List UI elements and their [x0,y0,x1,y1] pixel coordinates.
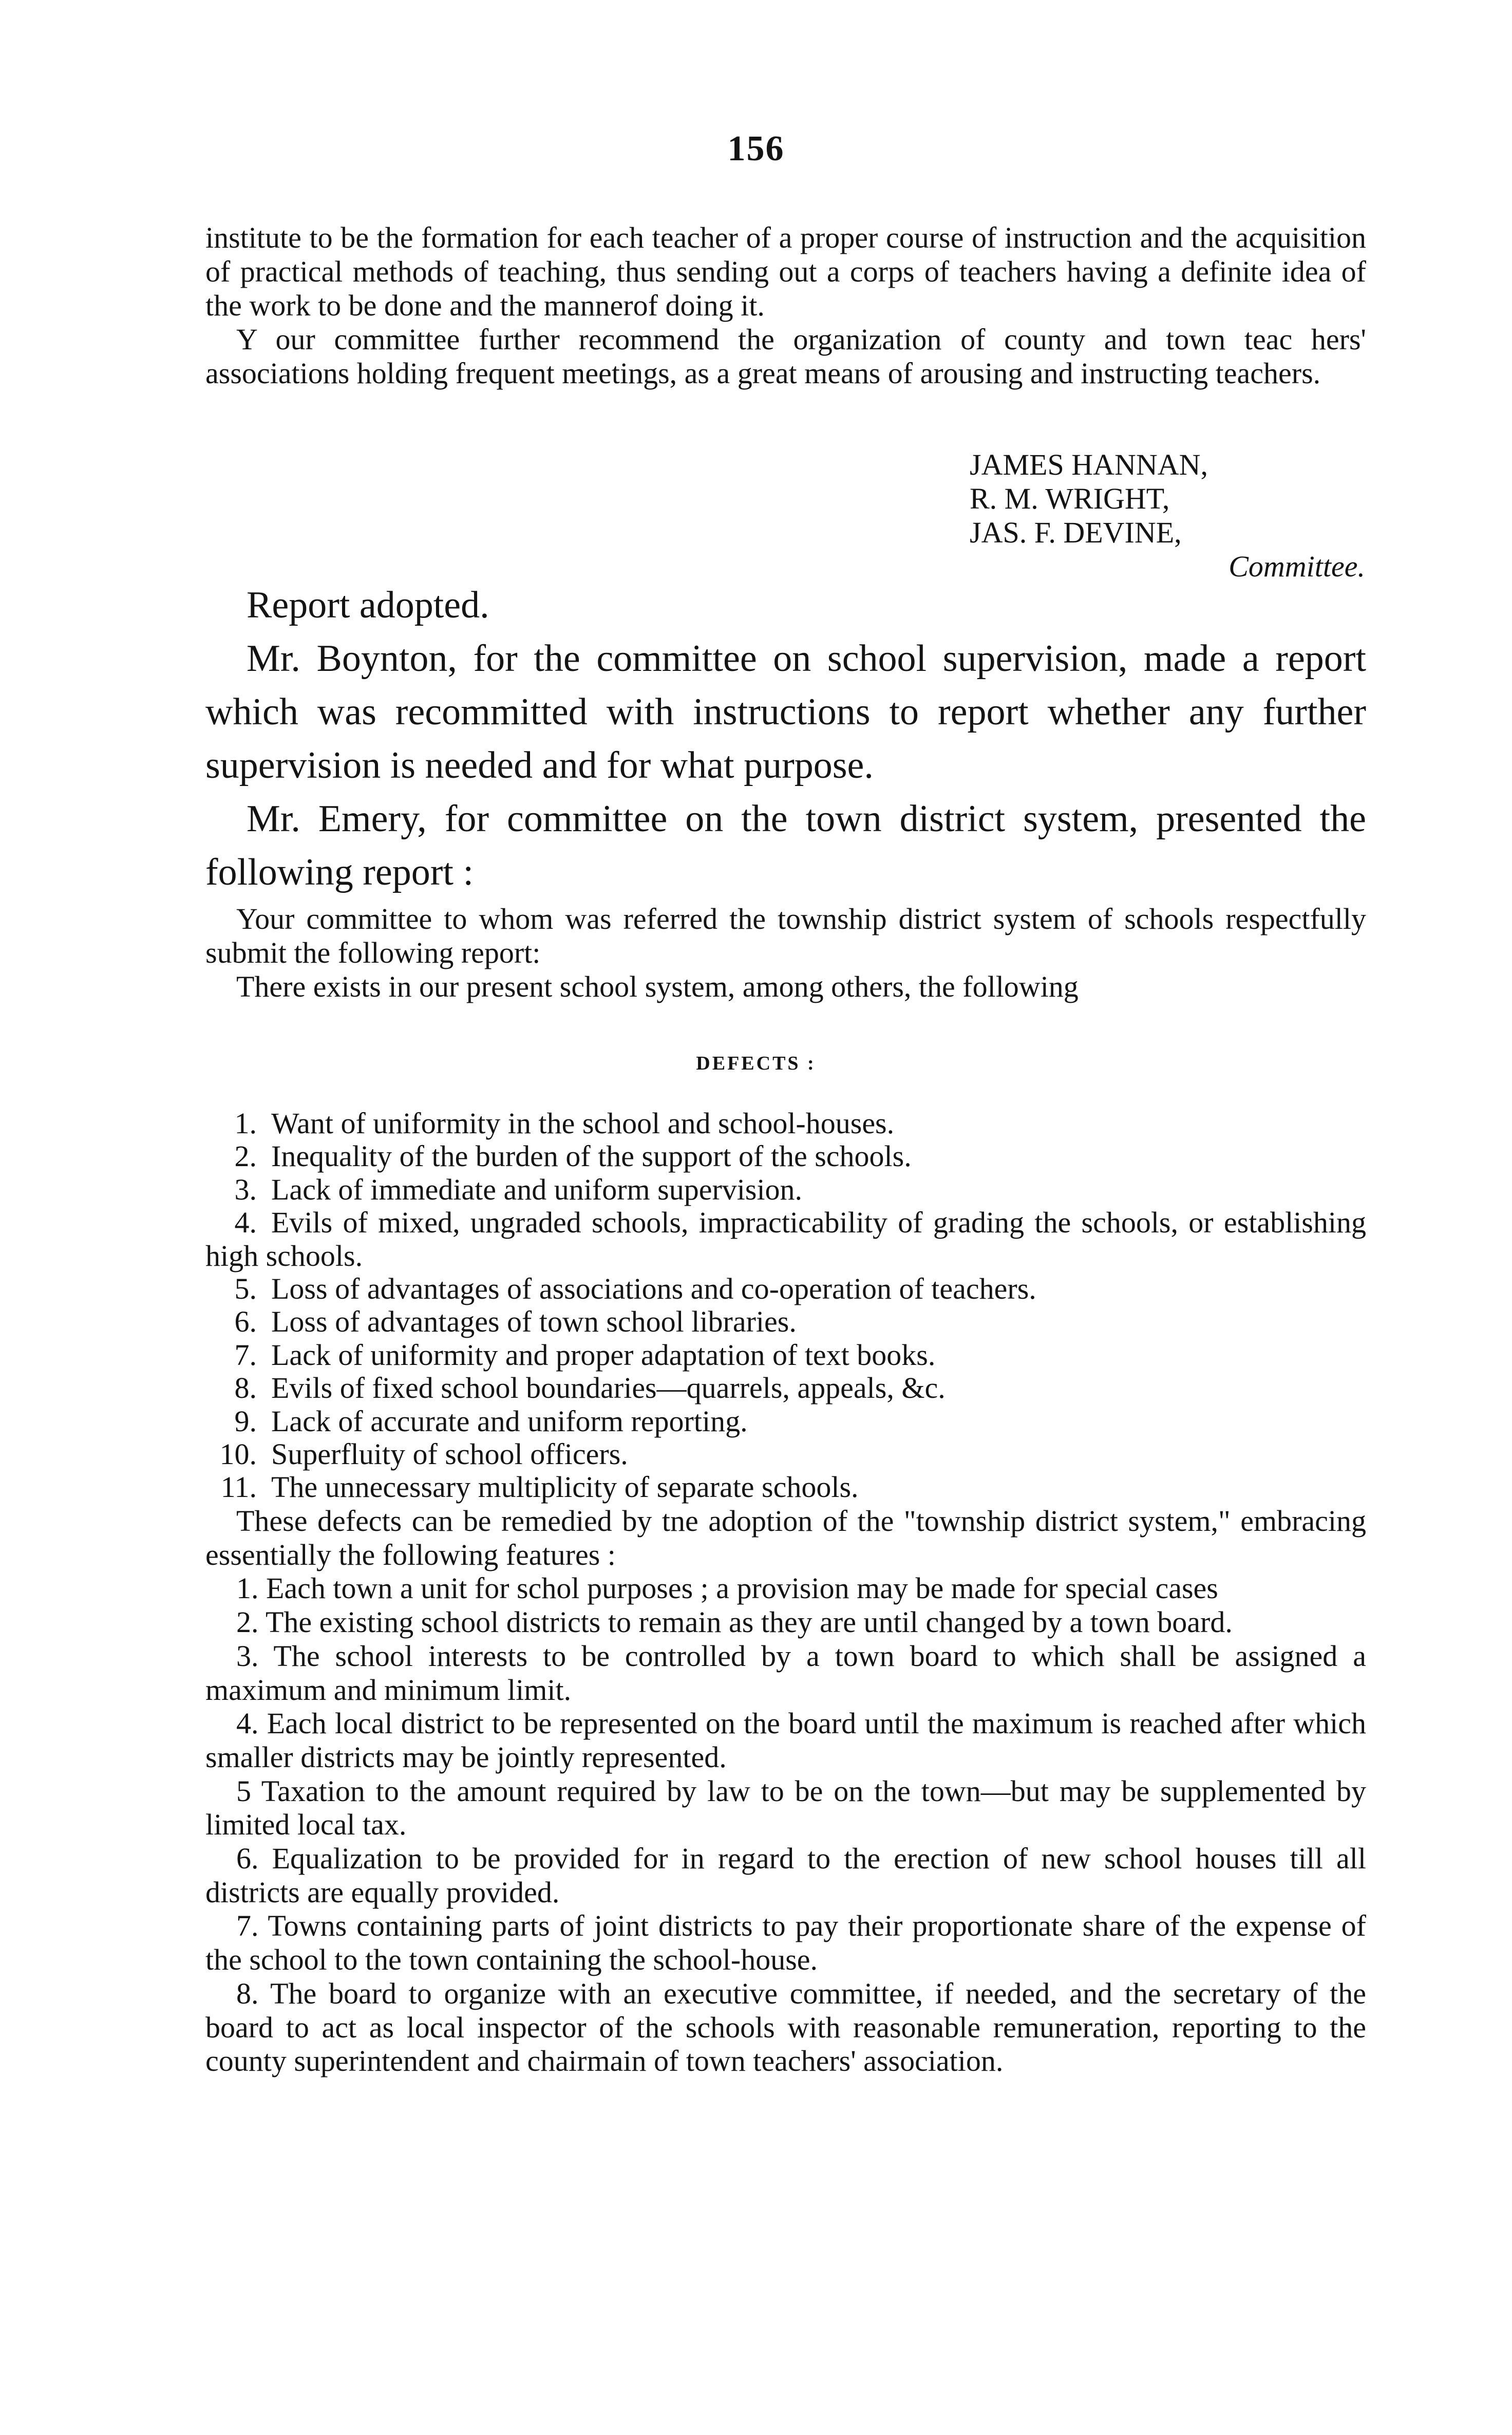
feature-item: 1. Each town a unit for schol purposes ; a provision may be made for special cases [236,1571,1218,1605]
defect-item [205,1206,1366,1272]
feature-item: 4. Each local district to be represented on the board until the maximum is reached after which smaller districts may be jointly represented. [205,1707,1366,1774]
feature-item: 8. The board to organize with an executive committee, if needed, and the secretary of the board to act as local inspector of the schools with reasonable remuneration, reporting to the county superintendent and chairmain of town teachers' association. [205,1976,1366,2078]
defect-item [205,1107,1366,1140]
defect-text: Evils of mixed, ungraded schools, impracticability of grading the schools, or establishing high schools. [205,1206,1366,1272]
page-number: 156 [727,129,785,168]
defect-text: Inequality of the burden of the support of the schools. [271,1139,912,1173]
intro-paragraph: There exists in our present school system, among others, the following [236,970,1079,1003]
defect-number: 1. [234,1107,257,1140]
defects-heading: DEFECTS : [696,1053,816,1074]
defect-text: Loss of advantages of associations and co-operation of teachers. [271,1272,1036,1306]
remedy-intro: These defects can be remedied by tne adoption of the "township district system," embracing essentially the following features : [205,1504,1366,1571]
defect-number: 3. [234,1172,257,1206]
defect-text: Lack of immediate and uniform supervision. [271,1172,803,1206]
defect-number: 11. [220,1470,257,1504]
defect-item [205,1438,1366,1471]
signer-name: JAS. F. DEVINE, [970,516,1182,549]
report-paragraph: institute to be the formation for each teacher of a proper course of instruction and the acquisition of practical methods of teaching, thus sending out a corps of teachers having a definite idea of the work to be done and the mannerof doing it. [205,221,1366,322]
defects-list [205,1107,1366,1504]
defect-number: 9. [234,1404,257,1438]
committee-report-text [205,221,1366,390]
defect-number: 4. [234,1206,257,1240]
signer-name: R. M. WRIGHT, [970,482,1170,515]
defect-text: Lack of uniformity and proper adaptation of text books. [271,1338,936,1372]
defect-item [205,1305,1366,1338]
defect-text: Superfluity of school officers. [271,1437,628,1471]
defect-number: 2. [234,1139,257,1173]
defect-number: 5. [234,1272,257,1306]
defect-item [205,1405,1366,1438]
feature-item: 7. Towns containing parts of joint districts to pay their proportionate share of the expense of the school to the town containing the school-house. [205,1909,1366,1977]
township-report-intro [205,902,1366,1004]
feature-item: 2. The existing school districts to remain as they are until changed by a town board. [236,1605,1233,1639]
defect-item [205,1471,1366,1504]
signers-role: Committee. [1228,550,1365,583]
proceedings-text [205,578,1366,899]
proceedings-paragraph: Mr. Boynton, for the committee on school supervision, made a report which was recommitted with instructions to report whether any further supervision is needed and for what purpose. [205,638,1366,786]
signer-name: JAMES HANNAN, [970,448,1208,481]
defect-item [205,1372,1366,1404]
features-section [205,1504,1366,2078]
intro-paragraph: Your committee to whom was referred the township district system of schools respectfully submit the following report: [205,902,1366,969]
proceedings-paragraph: Mr. Emery, for committee on the town district system, presented the following report : [205,798,1366,893]
defect-item [205,1173,1366,1206]
feature-item: 6. Equalization to be provided for in regard to the erection of new school houses till all districts are equally provided. [205,1842,1366,1909]
feature-item: 3. The school interests to be controlled by a town board to which shall be assigned a maximum and minimum limit. [205,1639,1366,1707]
defect-text: Want of uniformity in the school and school-houses. [271,1107,895,1140]
defect-item [205,1272,1366,1305]
report-paragraph: Y our committee further recommend the organization of county and town teac hers' associations holding frequent meetings, as a great means of arousing and instructing teachers. [205,323,1366,390]
defect-number: 6. [234,1305,257,1339]
committee-signatures [970,448,1381,584]
defect-text: Lack of accurate and uniform reporting. [271,1404,748,1438]
proceedings-paragraph: Report adopted. [247,584,489,626]
defect-text: The unnecessary multiplicity of separate schools. [271,1470,859,1504]
defect-item [205,1339,1366,1372]
defect-number: 7. [234,1338,257,1372]
defect-number: 8. [234,1371,257,1405]
defect-text: Evils of fixed school boundaries—quarrels, appeals, &c. [271,1371,946,1405]
feature-item: 5 Taxation to the amount required by law to be on the town—but may be supplemented by limited local tax. [205,1774,1366,1842]
defect-number: 10. [219,1437,257,1471]
defect-text: Loss of advantages of town school libraries. [271,1305,797,1339]
defect-item [205,1140,1366,1173]
